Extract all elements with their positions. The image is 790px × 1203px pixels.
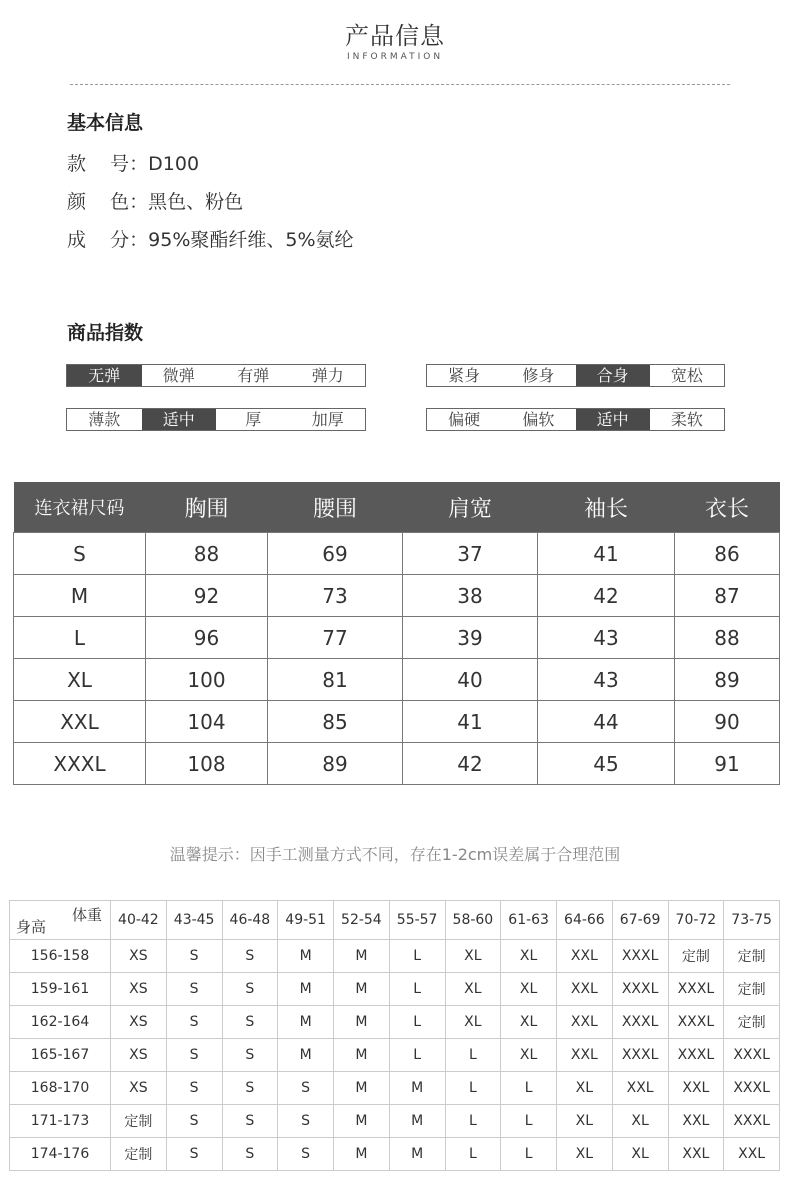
weight-range-cell: 40-42 — [111, 901, 167, 940]
recommended-size-cell: XL — [501, 973, 557, 1006]
weight-range-cell: 73-75 — [724, 901, 780, 940]
weight-range-cell: 58-60 — [445, 901, 501, 940]
measurement-cell: 81 — [268, 659, 403, 701]
measurement-cell: 92 — [146, 575, 268, 617]
recommended-size-cell: L — [445, 1072, 501, 1105]
recommended-size-cell: XL — [557, 1072, 613, 1105]
measurement-cell: 87 — [675, 575, 780, 617]
weight-range-cell: 55-57 — [389, 901, 445, 940]
recommended-size-cell: XXL — [724, 1138, 780, 1171]
size-row — [14, 659, 780, 701]
scale-option: 偏硬 — [448, 410, 481, 429]
measurement-cell: 42 — [538, 575, 675, 617]
recommended-size-cell: XL — [557, 1138, 613, 1171]
measurement-cell: 77 — [268, 617, 403, 659]
measurement-cell: 41 — [538, 533, 675, 575]
recommended-size-cell: XXL — [668, 1138, 724, 1171]
weight-range-cell: 61-63 — [501, 901, 557, 940]
scale-option: 加厚 — [311, 410, 344, 429]
recommended-size-cell: XXL — [557, 1006, 613, 1039]
recommendation-header — [10, 901, 780, 940]
measurement-cell: 69 — [268, 533, 403, 575]
recommended-size-cell: L — [445, 1105, 501, 1138]
recommended-size-cell: XL — [501, 940, 557, 973]
corner-cell — [10, 901, 111, 940]
recommended-size-cell: S — [222, 973, 278, 1006]
recommended-size-cell: XXXL — [724, 1105, 780, 1138]
height-label: 身高 — [16, 918, 47, 936]
header-cell: 腰围 — [268, 482, 403, 533]
recommended-size-cell: S — [222, 1072, 278, 1105]
scale-option: 有弹 — [237, 366, 270, 385]
header-cell: 连衣裙尺码 — [14, 482, 146, 533]
recommended-size-cell: XXL — [668, 1072, 724, 1105]
scale-option: 弹力 — [311, 366, 344, 385]
size-row — [14, 617, 780, 659]
recommended-size-cell: XXXL — [612, 940, 668, 973]
recommended-size-cell: XL — [612, 1105, 668, 1138]
recommended-size-cell: XXXL — [668, 1039, 724, 1072]
measurement-cell: 43 — [538, 617, 675, 659]
height-range-cell: 168-170 — [10, 1072, 111, 1105]
scale-option-selected: 合身 — [576, 365, 650, 386]
measurement-tip: 温馨提示：因手工测量方式不同，存在1-2cm误差属于合理范围 — [169, 845, 621, 864]
recommended-size-cell: L — [501, 1072, 557, 1105]
recommendation-row — [10, 1105, 780, 1138]
measurement-cell: 42 — [403, 743, 538, 785]
recommended-size-cell: XL — [445, 940, 501, 973]
measurement-cell: 88 — [675, 617, 780, 659]
recommended-size-cell: S — [222, 1006, 278, 1039]
recommended-size-cell: S — [166, 940, 222, 973]
recommended-size-cell: L — [501, 1105, 557, 1138]
thickness-scale — [66, 408, 366, 431]
recommendation-row — [10, 940, 780, 973]
recommendation-row — [10, 973, 780, 1006]
weight-range-cell: 70-72 — [668, 901, 724, 940]
height-range-cell: 162-164 — [10, 1006, 111, 1039]
weight-range-cell: 64-66 — [557, 901, 613, 940]
recommended-size-cell: M — [278, 973, 334, 1006]
header-cell: 胸围 — [146, 482, 268, 533]
size-label-cell: XL — [14, 659, 146, 701]
measurement-cell: 89 — [268, 743, 403, 785]
recommended-size-cell: S — [222, 940, 278, 973]
recommended-size-cell: S — [222, 1138, 278, 1171]
height-range-cell: 171-173 — [10, 1105, 111, 1138]
recommended-size-cell: 定制 — [111, 1138, 167, 1171]
measurement-cell: 96 — [146, 617, 268, 659]
recommended-size-cell: S — [166, 1039, 222, 1072]
recommended-size-cell: S — [166, 1072, 222, 1105]
recommended-size-cell: M — [278, 1039, 334, 1072]
recommended-size-cell: XXXL — [612, 1039, 668, 1072]
scale-option: 宽松 — [670, 366, 703, 385]
recommended-size-cell: XS — [111, 940, 167, 973]
recommended-size-cell: S — [222, 1105, 278, 1138]
header-cell: 肩宽 — [403, 482, 538, 533]
recommended-size-cell: XXL — [557, 940, 613, 973]
recommended-size-cell: M — [334, 1105, 390, 1138]
scale-option-selected: 适中 — [576, 409, 650, 430]
recommended-size-cell: S — [166, 1105, 222, 1138]
recommended-size-cell: XL — [612, 1138, 668, 1171]
scale-option-selected: 适中 — [142, 409, 217, 430]
measurement-cell: 88 — [146, 533, 268, 575]
scale-option: 柔软 — [670, 410, 703, 429]
header-cell: 袖长 — [538, 482, 675, 533]
height-range-cell: 174-176 — [10, 1138, 111, 1171]
elasticity-scale — [66, 364, 366, 387]
recommended-size-cell: L — [389, 940, 445, 973]
recommendation-row — [10, 1006, 780, 1039]
recommended-size-cell: XS — [111, 1039, 167, 1072]
recommended-size-cell: M — [334, 1138, 390, 1171]
height-range-cell: 156-158 — [10, 940, 111, 973]
measurement-cell: 85 — [268, 701, 403, 743]
recommended-size-cell: S — [278, 1105, 334, 1138]
height-range-cell: 159-161 — [10, 973, 111, 1006]
recommended-size-cell: XL — [445, 1006, 501, 1039]
info-label: 颜 色： — [67, 191, 149, 213]
recommendation-row — [10, 1138, 780, 1171]
size-row — [14, 701, 780, 743]
page-title: 产品信息 — [345, 22, 445, 50]
measurement-cell: 45 — [538, 743, 675, 785]
measurement-cell: 73 — [268, 575, 403, 617]
recommended-size-cell: M — [334, 1006, 390, 1039]
info-row-color — [67, 187, 243, 214]
recommended-size-cell: XS — [111, 973, 167, 1006]
recommended-size-cell: L — [389, 1006, 445, 1039]
weight-range-cell: 67-69 — [612, 901, 668, 940]
weight-range-cell: 43-45 — [166, 901, 222, 940]
recommended-size-cell: L — [501, 1138, 557, 1171]
measurement-cell: 91 — [675, 743, 780, 785]
recommended-size-cell: XXL — [557, 973, 613, 1006]
measurement-cell: 40 — [403, 659, 538, 701]
scale-option: 紧身 — [448, 366, 481, 385]
recommended-size-cell: 定制 — [724, 940, 780, 973]
size-table — [13, 482, 780, 785]
size-row — [14, 743, 780, 785]
scale-option: 偏软 — [522, 410, 555, 429]
recommended-size-cell: S — [278, 1138, 334, 1171]
height-range-cell: 165-167 — [10, 1039, 111, 1072]
recommended-size-cell: 定制 — [724, 973, 780, 1006]
weight-range-cell: 46-48 — [222, 901, 278, 940]
recommended-size-cell: M — [389, 1105, 445, 1138]
recommended-size-cell: S — [278, 1072, 334, 1105]
weight-range-cell: 52-54 — [334, 901, 390, 940]
recommended-size-cell: XXXL — [724, 1039, 780, 1072]
measurement-cell: 41 — [403, 701, 538, 743]
size-label-cell: XXL — [14, 701, 146, 743]
recommended-size-cell: S — [166, 973, 222, 1006]
scale-option: 微弹 — [162, 366, 195, 385]
recommended-size-cell: M — [278, 1006, 334, 1039]
recommended-size-cell: XL — [501, 1006, 557, 1039]
recommended-size-cell: L — [389, 1039, 445, 1072]
recommended-size-cell: L — [445, 1138, 501, 1171]
recommended-size-cell: XS — [111, 1072, 167, 1105]
fit-scale — [426, 364, 725, 387]
measurement-cell: 90 — [675, 701, 780, 743]
recommendation-row — [10, 1039, 780, 1072]
recommended-size-cell: S — [222, 1039, 278, 1072]
info-row-style — [67, 149, 199, 176]
scale-option: 薄款 — [88, 410, 121, 429]
recommended-size-cell: M — [389, 1072, 445, 1105]
size-label-cell: L — [14, 617, 146, 659]
recommended-size-cell: M — [278, 940, 334, 973]
recommended-size-cell: M — [334, 1072, 390, 1105]
measurement-cell: 104 — [146, 701, 268, 743]
size-label-cell: XXXL — [14, 743, 146, 785]
info-value: D100 — [148, 153, 200, 175]
measurement-cell: 44 — [538, 701, 675, 743]
recommended-size-cell: 定制 — [668, 940, 724, 973]
info-value: 黑色、粉色 — [148, 191, 244, 213]
recommended-size-cell: XL — [501, 1039, 557, 1072]
info-label: 成 分： — [67, 229, 149, 251]
dashed-divider — [70, 84, 730, 85]
size-row — [14, 533, 780, 575]
measurement-cell: 89 — [675, 659, 780, 701]
info-row-material — [67, 225, 354, 252]
recommended-size-cell: XL — [445, 973, 501, 1006]
header-cell: 衣长 — [675, 482, 780, 533]
info-label: 款 号： — [67, 153, 149, 175]
size-table-header — [14, 482, 780, 533]
size-label-cell: S — [14, 533, 146, 575]
recommended-size-cell: M — [334, 1039, 390, 1072]
recommended-size-cell: L — [445, 1039, 501, 1072]
recommended-size-cell: XXL — [557, 1039, 613, 1072]
recommended-size-cell: XXXL — [612, 973, 668, 1006]
recommended-size-cell: 定制 — [111, 1105, 167, 1138]
size-row — [14, 575, 780, 617]
recommended-size-cell: XXXL — [612, 1006, 668, 1039]
softness-scale — [426, 408, 725, 431]
recommended-size-cell: XS — [111, 1006, 167, 1039]
scale-option-selected: 无弹 — [67, 365, 142, 386]
recommended-size-cell: XL — [557, 1105, 613, 1138]
size-label-cell: M — [14, 575, 146, 617]
recommended-size-cell: XXXL — [668, 973, 724, 1006]
measurement-cell: 37 — [403, 533, 538, 575]
recommended-size-cell: XXL — [612, 1072, 668, 1105]
recommended-size-cell: XXXL — [668, 1006, 724, 1039]
recommended-size-cell: XXL — [668, 1105, 724, 1138]
measurement-cell: 108 — [146, 743, 268, 785]
recommended-size-cell: S — [166, 1138, 222, 1171]
recommended-size-cell: M — [389, 1138, 445, 1171]
recommended-size-cell: L — [389, 973, 445, 1006]
scale-option: 修身 — [522, 366, 555, 385]
recommended-size-cell: 定制 — [724, 1006, 780, 1039]
weight-range-cell: 49-51 — [278, 901, 334, 940]
recommended-size-cell: M — [334, 973, 390, 1006]
recommended-size-cell: M — [334, 940, 390, 973]
basic-info-heading: 基本信息 — [67, 112, 144, 134]
recommended-size-cell: XXXL — [724, 1072, 780, 1105]
measurement-cell: 43 — [538, 659, 675, 701]
recommendation-row — [10, 1072, 780, 1105]
product-index-heading: 商品指数 — [67, 322, 144, 344]
info-value: 95%聚酯纤维、5%氨纶 — [148, 229, 354, 251]
measurement-cell: 86 — [675, 533, 780, 575]
scale-option: 厚 — [245, 410, 262, 429]
measurement-cell: 100 — [146, 659, 268, 701]
recommended-size-cell: S — [166, 1006, 222, 1039]
page-subtitle: INFORMATION — [346, 52, 444, 62]
size-recommendation-table — [9, 900, 780, 1171]
measurement-cell: 38 — [403, 575, 538, 617]
weight-label: 体重 — [71, 906, 102, 924]
measurement-cell: 39 — [403, 617, 538, 659]
